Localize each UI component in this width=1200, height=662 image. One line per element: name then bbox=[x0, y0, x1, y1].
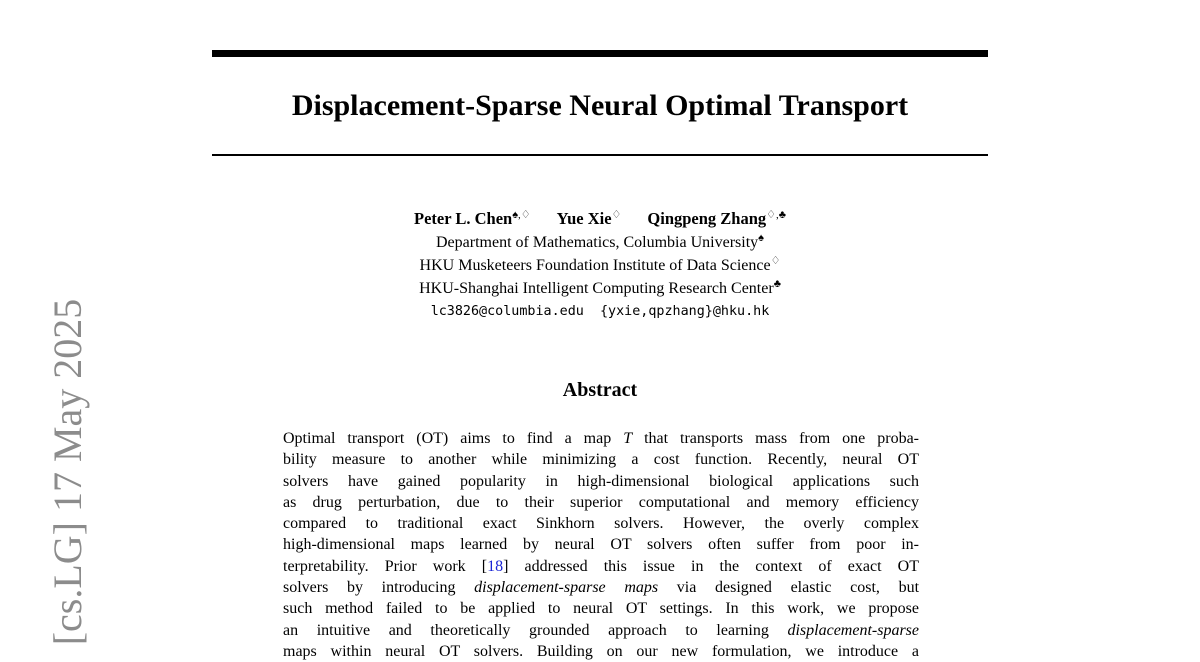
abstract-body bbox=[283, 428, 920, 660]
author-emails: lc3826@columbia.edu {yxie,qpzhang}@hku.hk bbox=[430, 304, 770, 319]
emphasis-text: displacement-sparse bbox=[787, 621, 919, 639]
author-affiliation-marks: ♠,♢ bbox=[512, 209, 531, 221]
affiliation-mark: ♢ bbox=[770, 255, 781, 267]
author-line bbox=[300, 208, 900, 230]
affiliation-line bbox=[300, 255, 900, 277]
affiliation-mark: ♠ bbox=[758, 232, 764, 244]
author-affiliation-marks: ♢,♣ bbox=[766, 209, 787, 221]
abstract-line: solvers by introducing displacement-sparse maps via designed elastic cost, but bbox=[283, 579, 920, 597]
abstract-line: solvers have gained popularity in high-dimensional biological applications such bbox=[283, 472, 919, 490]
title-top-rule bbox=[212, 50, 988, 57]
affiliation-mark: ♣ bbox=[773, 278, 781, 290]
affiliation-name: HKU-Shanghai Intelligent Computing Research Center bbox=[419, 280, 774, 297]
abstract-line: such method failed to be applied to neural OT settings. In this work, we propose bbox=[283, 600, 919, 618]
abstract-line: maps within neural OT solvers. Building on our new formulation, we introduce a bbox=[283, 642, 919, 660]
arxiv-stamp-text: [cs.LG] 17 May 2025 bbox=[45, 298, 90, 646]
abstract-line: terpretability. Prior work [18] addressed this issue in the context of exact OT bbox=[283, 557, 919, 575]
author-affiliation-marks: ♢ bbox=[611, 209, 622, 221]
author-name: Peter L. Chen bbox=[413, 209, 513, 228]
affiliation-name: Department of Mathematics, Columbia University bbox=[436, 234, 759, 251]
abstract-line: Optimal transport (OT) aims to find a map T that transports mass from one proba- bbox=[283, 430, 919, 447]
emphasis-text: displacement-sparse maps bbox=[474, 579, 659, 597]
abstract-line: high-dimensional maps learned by neural OT solvers often suffer from poor in- bbox=[283, 536, 919, 554]
title-bottom-rule bbox=[212, 154, 988, 156]
citation-link[interactable]: 18 bbox=[487, 557, 504, 575]
abstract-heading: Abstract bbox=[562, 379, 638, 401]
paper-title: Displacement-Sparse Neural Optimal Transport bbox=[291, 89, 909, 122]
affiliation-name: HKU Musketeers Foundation Institute of Data Science bbox=[419, 257, 771, 274]
affiliation-line bbox=[300, 232, 900, 254]
math-symbol: T bbox=[623, 430, 633, 447]
abstract-line: bility measure to another while minimizing a cost function. Recently, neural OT bbox=[283, 451, 919, 469]
abstract-line: an intuitive and theoretically grounded approach to learning displacement-sparse bbox=[283, 621, 919, 639]
affiliation-line bbox=[300, 278, 900, 300]
abstract-line: compared to traditional exact Sinkhorn solvers. However, the overly complex bbox=[283, 515, 919, 533]
abstract-line: as drug perturbation, due to their superior computational and memory efficiency bbox=[283, 493, 919, 511]
author-name: Yue Xie bbox=[556, 209, 612, 228]
author-name: Qingpeng Zhang bbox=[647, 209, 767, 228]
